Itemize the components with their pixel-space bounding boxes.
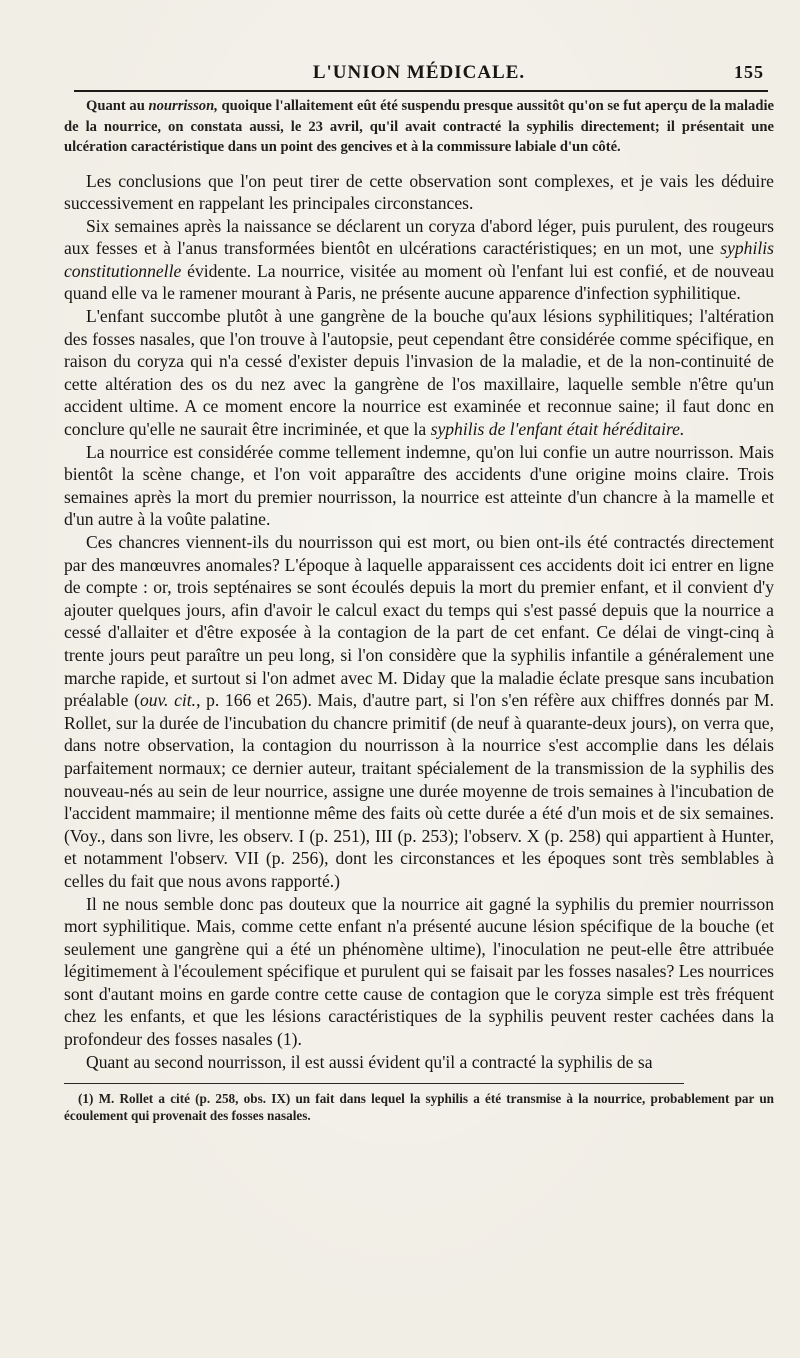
paragraph-2-b: évidente. La nourrice, visitée au moment où l'enfant lui est confié, et de nouveau quand elle va le ramener mourant à Paris, ne présente aucune apparence d'infection syphilitique. xyxy=(64,260,774,304)
main-text xyxy=(64,170,774,1074)
paragraph-2-italic: syphilis constitutionnelle xyxy=(64,238,774,281)
paragraph-2 xyxy=(64,215,774,305)
footnote-rule xyxy=(64,1083,684,1084)
intro-rest: quoique l'allaitement eût été suspendu presque aussitôt qu'on se fut aperçu de la maladie de la nourrice, on constata aussi, le 23 avril, qu'il avait contracté la syphilis directement; il présentait une ulcération caractéristique dans un point des gencives et à la commissure labiale d'un côté. xyxy=(64,98,775,155)
paragraph-2-a: Six semaines après la naissance se déclarent un coryza d'abord léger, puis purulent, des rougeurs aux fesses et à l'anus transformées bientôt en ulcérations caractéristiques; en un mot, une xyxy=(64,215,774,259)
paragraph-3-a: L'enfant succombe plutôt à une gangrène de la bouche qu'aux lésions syphilitiques; l'altération des fosses nasales, que l'on trouve à l'autopsie, peut cependant être considérée comme spécifique, en raison du coryza qui n'a cessé d'exister depuis l'invasion de la maladie, et de la non-continuité de cette altération des os du nez avec la gangrène de l'os maxillaire, laquelle semble n'être qu'un accident ultime. A ce moment encore la nourrice est examinée et reconnue saine; il faut donc en conclure qu'elle ne saurait être incriminée, et que la xyxy=(64,306,774,440)
intro-lead-italic: nourrisson, xyxy=(148,98,218,114)
paragraph-5-b: , p. 166 et 265). Mais, d'autre part, si l'on s'en réfère aux chiffres donnés par M. Rollet, sur la durée de l'incubation du chancre primitif (de neuf à quarante-deux jours), on verra que, dans notre observation, la contagion du nourrisson à la nourrice s'est accomplie dans les délais parfaitement normaux; ce dernier auteur, traitant spécialement de la transmission de la syphilis des nouveau-nés au sein de leur nourrice, assigne une durée moyenne de trois semaines à l'incubation de l'accident mammaire; il mentionne même des faits où cette durée a été d'un mois et de six semaines. (Voy., dans son livre, les observ. I (p. 251), III (p. 253); l'observ. X (p. 258) qui appartient à Hunter, et notamment l'observ. VII (p. 256), dont les circonstances et les époques sont très semblables à celles du fait que nous avons rapporté.) xyxy=(64,690,774,891)
paragraph-1: Les conclusions que l'on peut tirer de cette observation sont complexes, et je vais les déduire successivement en rappelant les principales circonstances. xyxy=(64,170,774,214)
paragraph-6: Il ne nous semble donc pas douteux que la nourrice ait gagné la syphilis du premier nourrisson mort syphilitique. Mais, comme cette enfant n'a présenté aucune lésion spécifique de la bouche (et seulement une gangrène qui a été un phénomène ultime), l'inoculation ne peut-elle être attribuée légitimement à l'écoulement spécifique et purulent qui se faisait par les fosses nasales? Les nourrices sont d'autant moins en garde contre cette cause de contagion que le coryza simple est très fréquent chez les enfants, et que les lésions caractéristiques de la syphilis peuvent rester cachées dans la profondeur des fosses nasales (1). xyxy=(64,893,774,1050)
footnote: (1) M. Rollet a cité (p. 258, obs. IX) un fait dans lequel la syphilis a été transmise à la nourrice, probablement par un écoulement qui provenait des fosses nasales. xyxy=(64,1091,774,1124)
paragraph-5 xyxy=(64,531,774,893)
paragraph-4: La nourrice est considérée comme tellement indemne, qu'on lui confie un autre nourrisson. Mais bientôt la scène change, et l'on voit apparaître des accidents d'une origine moins claire. Trois semaines après la mort du premier nourrisson, la nourrice est atteinte d'un chancre à la mamelle et d'un autre à la voûte palatine. xyxy=(64,441,774,530)
paragraph-7: Quant au second nourrisson, il est aussi évident qu'il a contracté la syphilis de sa xyxy=(86,1051,653,1072)
paragraph-5-italic: ouv. cit. xyxy=(139,690,197,711)
paragraph-3-italic: syphilis de l'enfant était héréditaire. xyxy=(430,419,685,440)
paragraph-5-a: Ces chancres viennent-ils du nourrisson qui est mort, ou bien ont-ils été contractés directement par des manœuvres anomales? L'époque à laquelle apparaissent ces accidents doit ici entrer en ligne de compte : or, trois septénaires se sont écoulés depuis la mort du premier enfant, et il convient d'y ajouter quelques jours, afin d'avoir le calcul exact du temps qui s'est passé depuis que la nourrice a cessé d'allaiter et d'être exposée à la contagion de la part de cet enfant. Ce délai de vingt-cinq à trente jours peut paraître un peu long, si l'on considère que la syphilis infantile a généralement une marche rapide, et surtout si l'on admet avec M. Diday que la maladie éclate presque sans incubation préalable ( xyxy=(64,532,774,711)
intro-lead: Quant au xyxy=(86,98,149,114)
header-rule xyxy=(74,90,768,92)
page-number: 155 xyxy=(734,62,764,82)
journal-title: L'UNION MÉDICALE. xyxy=(312,62,526,83)
running-head xyxy=(64,58,774,90)
paragraph-3 xyxy=(64,305,774,441)
intro-paragraph xyxy=(64,96,774,158)
